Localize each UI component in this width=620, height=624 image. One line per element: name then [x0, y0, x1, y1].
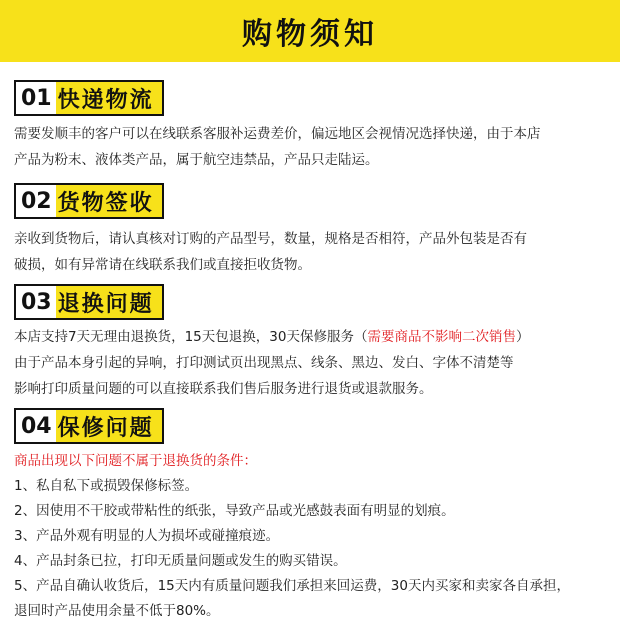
section-03-body — [14, 324, 614, 402]
resale-condition-note: 需要商品不影响二次销售 — [367, 329, 516, 345]
closing-paren: ） — [515, 329, 530, 345]
section-04-body — [14, 449, 614, 624]
section-title: 退换问题 — [56, 284, 164, 320]
paragraph-line: 亲收到货物后，请认真核对订购的产品型号，数量，规格是否相符，产品外包装是否有 — [14, 231, 527, 247]
section-title: 快递物流 — [56, 80, 164, 116]
page-title: 购物须知 — [242, 17, 378, 52]
section-number: 01 — [14, 80, 56, 116]
section-number: 02 — [14, 183, 56, 219]
list-item: 退回时产品使用余量不低于80%。 — [14, 603, 220, 619]
section-title: 货物签收 — [56, 183, 164, 219]
section-03-heading — [14, 284, 164, 320]
section-01-body — [14, 121, 614, 173]
section-number: 04 — [14, 408, 56, 444]
paragraph-line: 产品为粉末、液体类产品，属于航空违禁品，产品只走陆运。 — [14, 152, 379, 168]
section-04-heading — [14, 408, 164, 444]
paragraph-line: 影响打印质量问题的可以直接联系我们售后服务进行退货或退款服务。 — [14, 381, 433, 397]
policy-text: 本店支持7天无理由退换货，15天包退换，30天保修服务（ — [14, 329, 368, 345]
section-number: 03 — [14, 284, 56, 320]
list-item: 4、产品封条已拉，打印无质量问题或发生的购买错误。 — [14, 553, 347, 569]
section-01-heading — [14, 80, 164, 116]
paragraph-line: 由于产品本身引起的异响，打印测试页出现黑点、线条、黑边、发白、字体不清楚等 — [14, 355, 514, 371]
section-02-body — [14, 226, 614, 278]
list-item: 1、私自私下或损毁保修标签。 — [14, 478, 199, 494]
section-02-heading — [14, 183, 164, 219]
list-item: 2、因使用不干胶或带粘性的纸张，导致产品或光感鼓表面有明显的划痕。 — [14, 503, 455, 519]
header-banner — [0, 0, 620, 62]
paragraph-line — [14, 324, 614, 350]
list-item: 3、产品外观有明显的人为损坏或碰撞痕迹。 — [14, 528, 280, 544]
section-title: 保修问题 — [56, 408, 164, 444]
exclusion-intro: 商品出现以下问题不属于退换货的条件： — [14, 453, 257, 469]
paragraph-line: 破损，如有异常请在线联系我们或直接拒收货物。 — [14, 257, 311, 273]
list-item: 5、产品自确认收货后，15天内有质量问题我们承担来回运费，30天内买家和卖家各自承担， — [14, 578, 570, 594]
paragraph-line: 需要发顺丰的客户可以在线联系客服补运费差价，偏远地区会视情况选择快递，由于本店 — [14, 126, 541, 142]
